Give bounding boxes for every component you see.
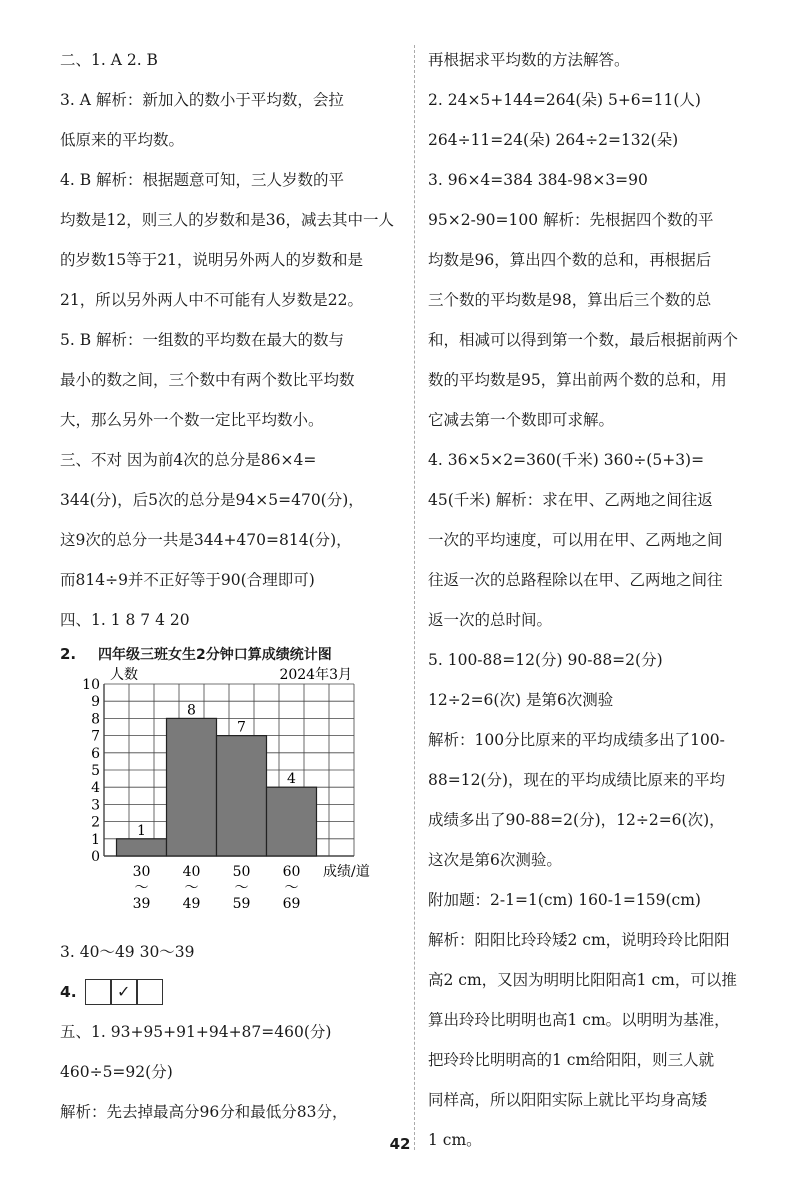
y-tick-label: 2 [91,814,100,831]
left-line: 均数是12，则三人的岁数和是36，减去其中一人 [60,210,394,229]
right-line: 这次是第6次测验。 [428,850,562,869]
x-tick-label-bottom: 59 [232,896,251,912]
right-line: 和，相减可以得到第一个数，最后根据前两个 [428,330,739,349]
chart-title: 四年级三班女生2分钟口算成绩统计图 [98,647,332,663]
left-line: 5. B 解析：一组数的平均数在最大的数与 [60,330,345,349]
right-line: 再根据求平均数的方法解答。 [428,50,630,69]
bar-50 [217,736,267,856]
page-number: 42 [389,1135,411,1153]
left-line: 三、不对 因为前4次的总分是86×4= [60,450,317,469]
y-tick-label: 8 [91,711,100,728]
left-line: 二、1. A 2. B [60,50,158,69]
right-line: 往返一次的总路程除以在甲、乙两地之间往 [428,570,723,589]
x-tick-label-tilde: ～ [184,880,199,896]
left-column [60,40,405,1132]
right-line: 1 cm。 [428,1130,482,1149]
left-line: 最小的数之间，三个数中有两个数比平均数 [60,370,355,389]
chart-block [60,642,405,932]
right-line: 成绩多出了90-88=2(分)，12÷2=6(次)， [428,810,725,829]
right-line: 它减去第一个数即可求解。 [428,410,615,429]
q4-line [60,972,405,1012]
bar-30 [117,839,167,856]
y-tick-label: 7 [91,728,100,745]
right-line: 把玲玲比明明高的1 cm给阳阳，则三人就 [428,1050,715,1069]
right-line: 解析：阳阳比玲玲矮2 cm，说明玲玲比阳阳 [428,930,730,949]
bar-value-label: 7 [237,719,246,736]
chart-item-number: 2. [60,645,77,663]
x-tick-label-tilde: ～ [234,880,249,896]
answer-box-1 [85,979,111,1005]
y-tick-label: 4 [91,780,100,797]
left-line: 这9次的总分一共是344+470=814(分)， [60,530,352,549]
right-line: 解析：100分比原来的平均成绩多出了100- [428,730,725,749]
answer-box-3 [137,979,163,1005]
left-line: 四、1. 1 8 7 4 20 [60,610,190,629]
x-axis-label: 成绩/道 [323,864,370,880]
left-line: 21，所以另外两人中不可能有人岁数是22。 [60,290,363,309]
right-line: 算出玲玲比明明也高1 cm。以明明为基准， [428,1010,730,1029]
bar-value-label: 8 [187,702,196,719]
bar-60 [267,787,317,856]
bar-value-label: 4 [287,771,296,788]
y-tick-label: 0 [91,849,100,865]
q5-line-1: 五、1. 93+95+91+94+87=460(分) [60,1022,332,1041]
bar-chart [60,664,400,928]
x-tick-label-tilde: ～ [284,880,299,896]
right-line: 附加题：2-1=1(cm) 160-1=159(cm) [428,890,701,909]
column-divider [414,45,415,1150]
right-line: 数的平均数是95，算出前两个数的总和，用 [428,370,727,389]
right-line: 5. 100-88=12(分) 90-88=2(分) [428,650,663,669]
x-tick-label-top: 50 [232,864,251,880]
bar-value-label: 1 [137,822,146,839]
left-line: 4. B 解析：根据题意可知，三人岁数的平 [60,170,345,189]
y-tick-label: 9 [91,694,100,711]
q5-line-2: 460÷5=92(分) [60,1062,173,1081]
right-line: 均数是96，算出四个数的总和，再根据后 [428,250,712,269]
left-line: 低原来的平均数。 [60,130,185,149]
y-axis-label: 人数 [110,667,138,683]
x-tick-label-bottom: 69 [282,896,301,912]
right-line: 一次的平均速度，可以用在甲、乙两地之间 [428,530,723,549]
right-line: 95×2-90=100 解析：先根据四个数的平 [428,210,714,229]
right-line: 88=12(分)，现在的平均成绩比原来的平均 [428,770,726,789]
x-tick-label-top: 60 [282,864,301,880]
x-tick-label-tilde: ～ [134,880,149,896]
q4-label: 4. [60,982,77,1001]
right-line: 2. 24×5+144=264(朵) 5+6=11(人) [428,90,701,109]
left-line: 344(分)，后5次的总分是94×5=470(分)， [60,490,364,509]
right-line: 3. 96×4=384 384-98×3=90 [428,170,648,189]
right-line: 三个数的平均数是98，算出后三个数的总 [428,290,712,309]
y-tick-label: 1 [91,831,100,848]
q5-line-3: 解析：先去掉最高分96分和最低分83分， [60,1102,348,1121]
chart-date: 2024年3月 [279,667,352,683]
right-column [428,40,773,1160]
x-tick-label-top: 30 [132,864,151,880]
right-line: 返一次的总时间。 [428,610,553,629]
right-answer-lines [428,40,773,1160]
y-tick-label: 5 [91,763,100,779]
left-line: 大，那么另外一个数一定比平均数小。 [60,410,324,429]
x-tick-label-top: 40 [182,864,201,880]
y-tick-label: 6 [91,745,100,762]
x-tick-label-bottom: 39 [132,896,151,912]
right-line: 12÷2=6(次) 是第6次测验 [428,690,614,709]
answer-box-2-checked: ✓ [111,979,137,1005]
x-tick-label-bottom: 49 [182,896,201,912]
left-line: 3. A 解析：新加入的数小于平均数，会拉 [60,90,344,109]
right-line: 同样高，所以阳阳实际上就比平均身高矮 [428,1090,708,1109]
left-answer-lines [60,40,405,640]
y-tick-label: 3 [91,797,100,814]
q3-line: 3. 40～49 30～39 [60,942,195,961]
right-line: 4. 36×5×2=360(千米) 360÷(5+3)= [428,450,705,469]
left-line: 而814÷9并不正好等于90(合理即可) [60,570,315,589]
right-line: 高2 cm，又因为明明比阳阳高1 cm，可以推 [428,970,737,989]
left-line: 的岁数15等于21，说明另外两人的岁数和是 [60,250,363,269]
bar-40 [167,718,217,856]
y-tick-label: 10 [82,677,100,693]
right-line: 264÷11=24(朵) 264÷2=132(朵) [428,130,679,149]
right-line: 45(千米) 解析：求在甲、乙两地之间往返 [428,490,713,509]
